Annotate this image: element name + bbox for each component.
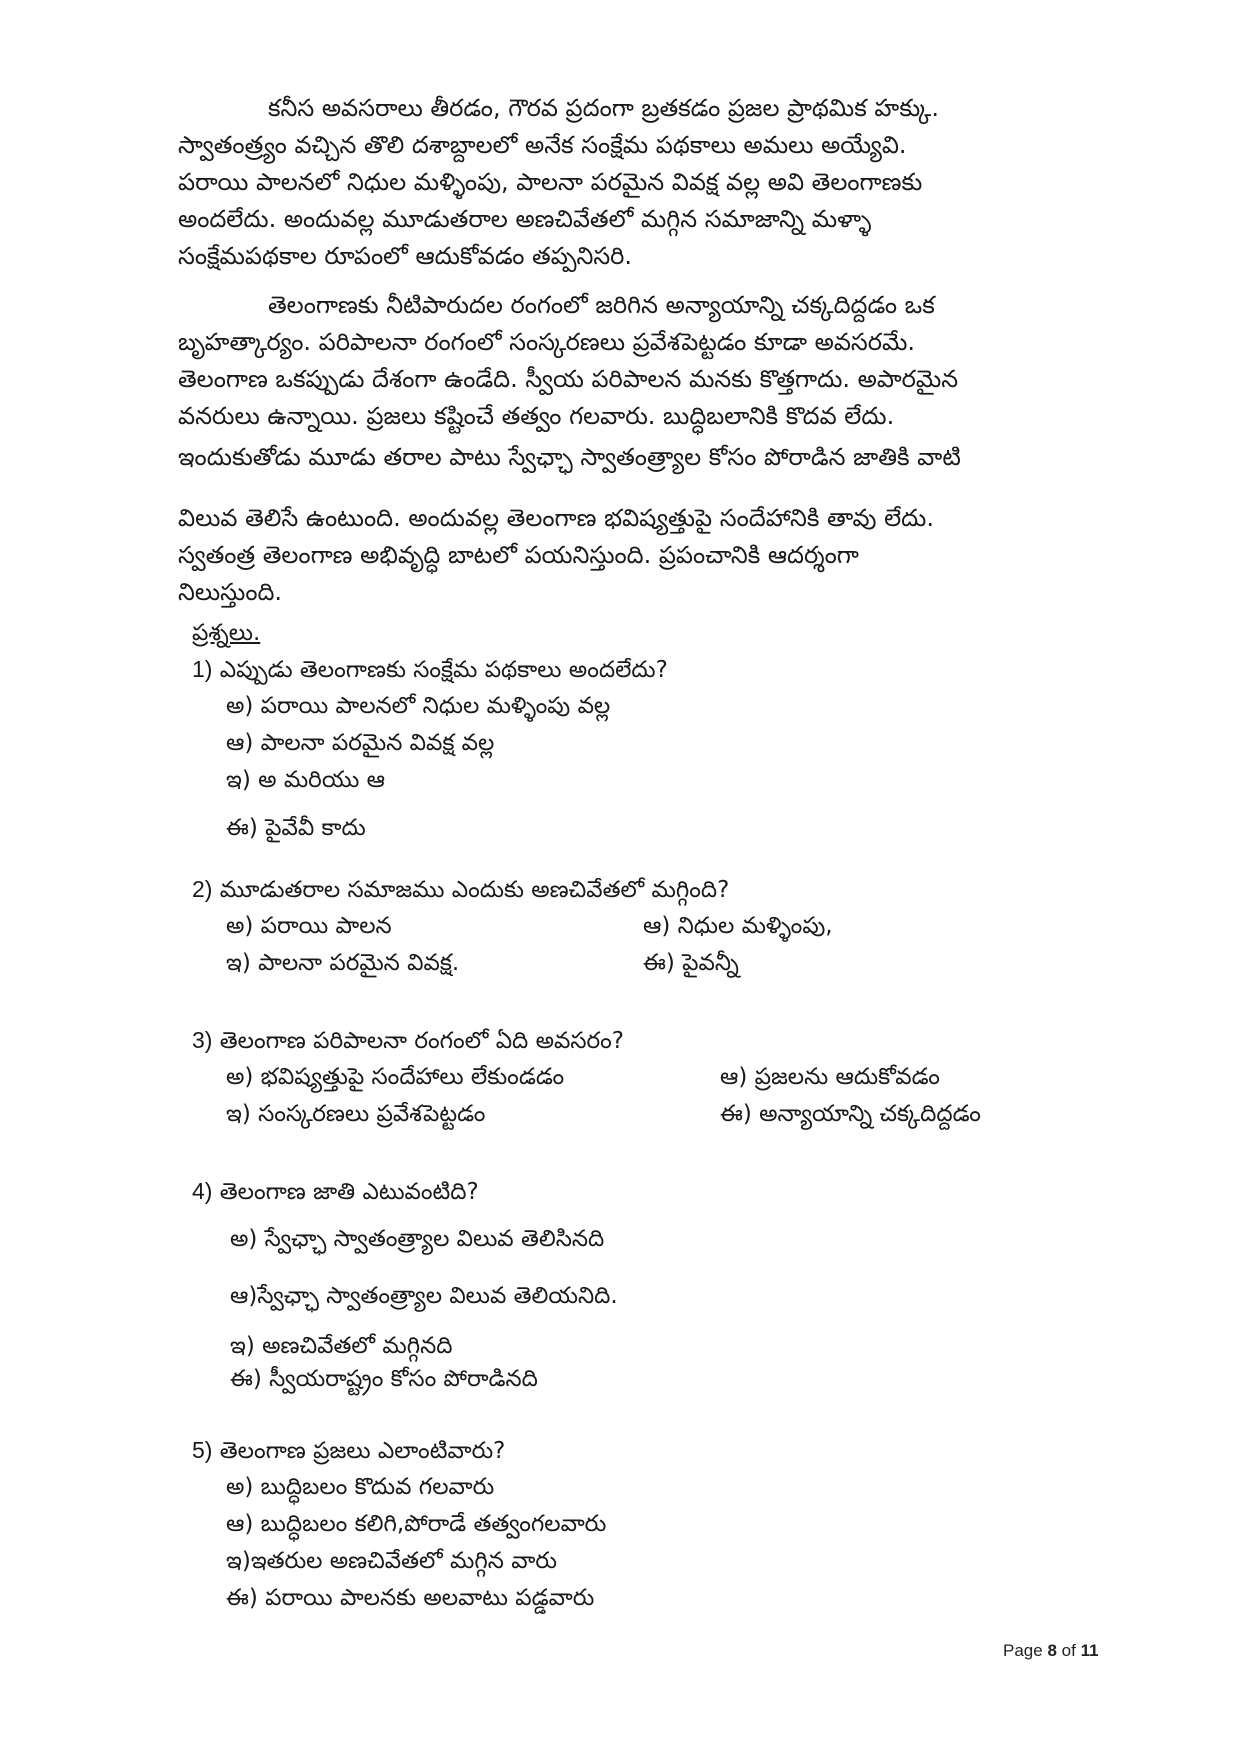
passage-line: స్వతంత్ర తెలంగాణ అభివృద్ధి బాటలో పయనిస్తుంది. ప్రపంచానికి ఆదర్శంగా [178, 541, 859, 569]
question-number: 2) [192, 876, 213, 902]
q3-option-a: అ) భవిష్యత్తుపై సందేహాలు లేకుండడం [226, 1064, 565, 1090]
q2-option-a: అ) పరాయి పాలన [226, 913, 392, 939]
question-text: మూడుతరాల సమాజము ఎందుకు అణచివేతలో మగ్గింది? [219, 877, 730, 903]
passage-line: తెలంగాణ ఒకప్పుడు దేశంగా ఉండేది. స్వీయ పరిపాలన మనకు కొత్తగాదు. అపారమైన [178, 365, 959, 393]
q2-option-d: ఈ) పైవన్నీ [643, 950, 739, 976]
question-text: తెలంగాణ జాతి ఎటువంటిది? [219, 1179, 479, 1205]
q3-option-b: ఆ) ప్రజలను ఆదుకోవడం [720, 1064, 940, 1090]
question-4 [192, 1178, 479, 1211]
q1-option-d: ఈ) పైవేవీ కాదు [226, 815, 366, 841]
q4-option-a: అ) స్వేఛ్ఛా స్వాతంత్ర్యాల విలువ తెలిసినది [230, 1226, 605, 1252]
question-number: 5) [192, 1437, 213, 1463]
q4-option-b: ఆ)స్వేఛ్ఛా స్వాతంత్ర్యాల విలువ తెలియనిది. [230, 1283, 618, 1309]
passage-paragraph-3 [178, 500, 1090, 611]
passage-line: నిలుస్తుంది. [178, 578, 283, 606]
q5-option-b: ఆ) బుద్ధిబలం కలిగి,పోరాడే తత్వంగలవారు [226, 1511, 607, 1537]
question-1 [192, 656, 668, 689]
question-2 [192, 876, 729, 909]
question-text: తెలంగాణ ప్రజలు ఎలాంటివారు? [219, 1438, 506, 1464]
q1-option-b: ఆ) పాలనా పరమైన వివక్ష వల్ల [226, 730, 495, 756]
q3-option-d: ఈ) అన్యాయాన్ని చక్కదిద్దడం [720, 1101, 981, 1127]
q1-option-a: అ) పరాయి పాలనలో నిధుల మళ్ళింపు వల్ల [226, 693, 611, 719]
passage-paragraph-1 [178, 90, 1090, 275]
q5-option-c: ఇ)ఇతరుల అణచివేతలో మగ్గిన వారు [226, 1548, 557, 1574]
passage-line: స్వాతంత్ర్యం వచ్చిన తొలి దశాబ్దాలలో అనేక సంక్షేమ పథకాలు అమలు అయ్యేవి. [178, 131, 907, 159]
q5-option-d: ఈ) పరాయి పాలనకు అలవాటు పడ్డవారు [226, 1585, 595, 1611]
passage-line: ఇందుకుతోడు మూడు తరాల పాటు స్వేఛ్ఛా స్వాతంత్ర్యాల కోసం పోరాడిన జాతికి వాటి [178, 443, 961, 471]
q2-option-c: ఇ) పాలనా పరమైన వివక్ష. [226, 950, 460, 976]
passage-paragraph-2 [178, 287, 1090, 476]
current-page-number: 8 [1047, 1641, 1057, 1660]
passage-line: పరాయి పాలనలో నిధుల మళ్ళింపు, పాలనా పరమైన వివక్ష వల్ల అవి తెలంగాణకు [178, 168, 923, 196]
question-number: 1) [192, 656, 213, 682]
passage-line: వనరులు ఉన్నాయి. ప్రజలు కష్టించే తత్వం గలవారు. బుద్ధిబలానికి కొదవ లేదు. [178, 402, 895, 430]
q3-option-c: ఇ) సంస్కరణలు ప్రవేశపెట్టడం [226, 1101, 486, 1127]
question-number: 3) [192, 1027, 213, 1053]
question-text: ఎప్పుడు తెలంగాణకు సంక్షేమ పథకాలు అందలేదు? [219, 657, 668, 683]
total-pages-number: 11 [1080, 1641, 1099, 1660]
q2-option-b: ఆ) నిధుల మళ్ళింపు, [643, 913, 833, 939]
page-number-footer [1003, 1641, 1099, 1661]
question-3 [192, 1027, 624, 1060]
passage-line: కనీస అవసరాలు తీరడం, గౌరవ ప్రదంగా బ్రతకడం ప్రజల ప్రాథమిక హక్కు. [268, 94, 940, 122]
q4-option-d: ఈ) స్వీయరాష్ట్రం కోసం పోరాడినది [230, 1366, 538, 1392]
passage-line: సంక్షేమపథకాల రూపంలో ఆదుకోవడం తప్పనిసరి. [178, 242, 633, 270]
passage-line: బృహత్కార్యం. పరిపాలనా రంగంలో సంస్కరణలు ప్రవేశపెట్టడం కూడా అవసరమే. [178, 328, 916, 356]
q1-option-c: ఇ) అ మరియు ఆ [226, 767, 386, 793]
of-label: of [1061, 1641, 1076, 1660]
questions-heading: ప్రశ్నలు. [192, 620, 261, 646]
page-label: Page [1003, 1641, 1043, 1660]
passage-line: విలువ తెలిసే ఉంటుంది. అందువల్ల తెలంగాణ భవిష్యత్తుపై సందేహానికి తావు లేదు. [178, 504, 934, 532]
question-number: 4) [192, 1178, 213, 1204]
q5-option-a: అ) బుద్ధిబలం కొదువ గలవారు [226, 1474, 495, 1500]
question-5 [192, 1437, 505, 1470]
question-text: తెలంగాణ పరిపాలనా రంగంలో ఏది అవసరం? [219, 1028, 624, 1054]
q4-option-c: ఇ) అణచివేతలో మగ్గినది [230, 1333, 453, 1359]
passage-line: అందలేదు. అందువల్ల మూడుతరాల అణచివేతలో మగ్గిన సమాజాన్ని మళ్ళా [178, 205, 872, 233]
passage-line: తెలంగాణకు నీటిపారుదల రంగంలో జరిగిన అన్యాయాన్ని చక్కదిద్దడం ఒక [268, 291, 935, 319]
